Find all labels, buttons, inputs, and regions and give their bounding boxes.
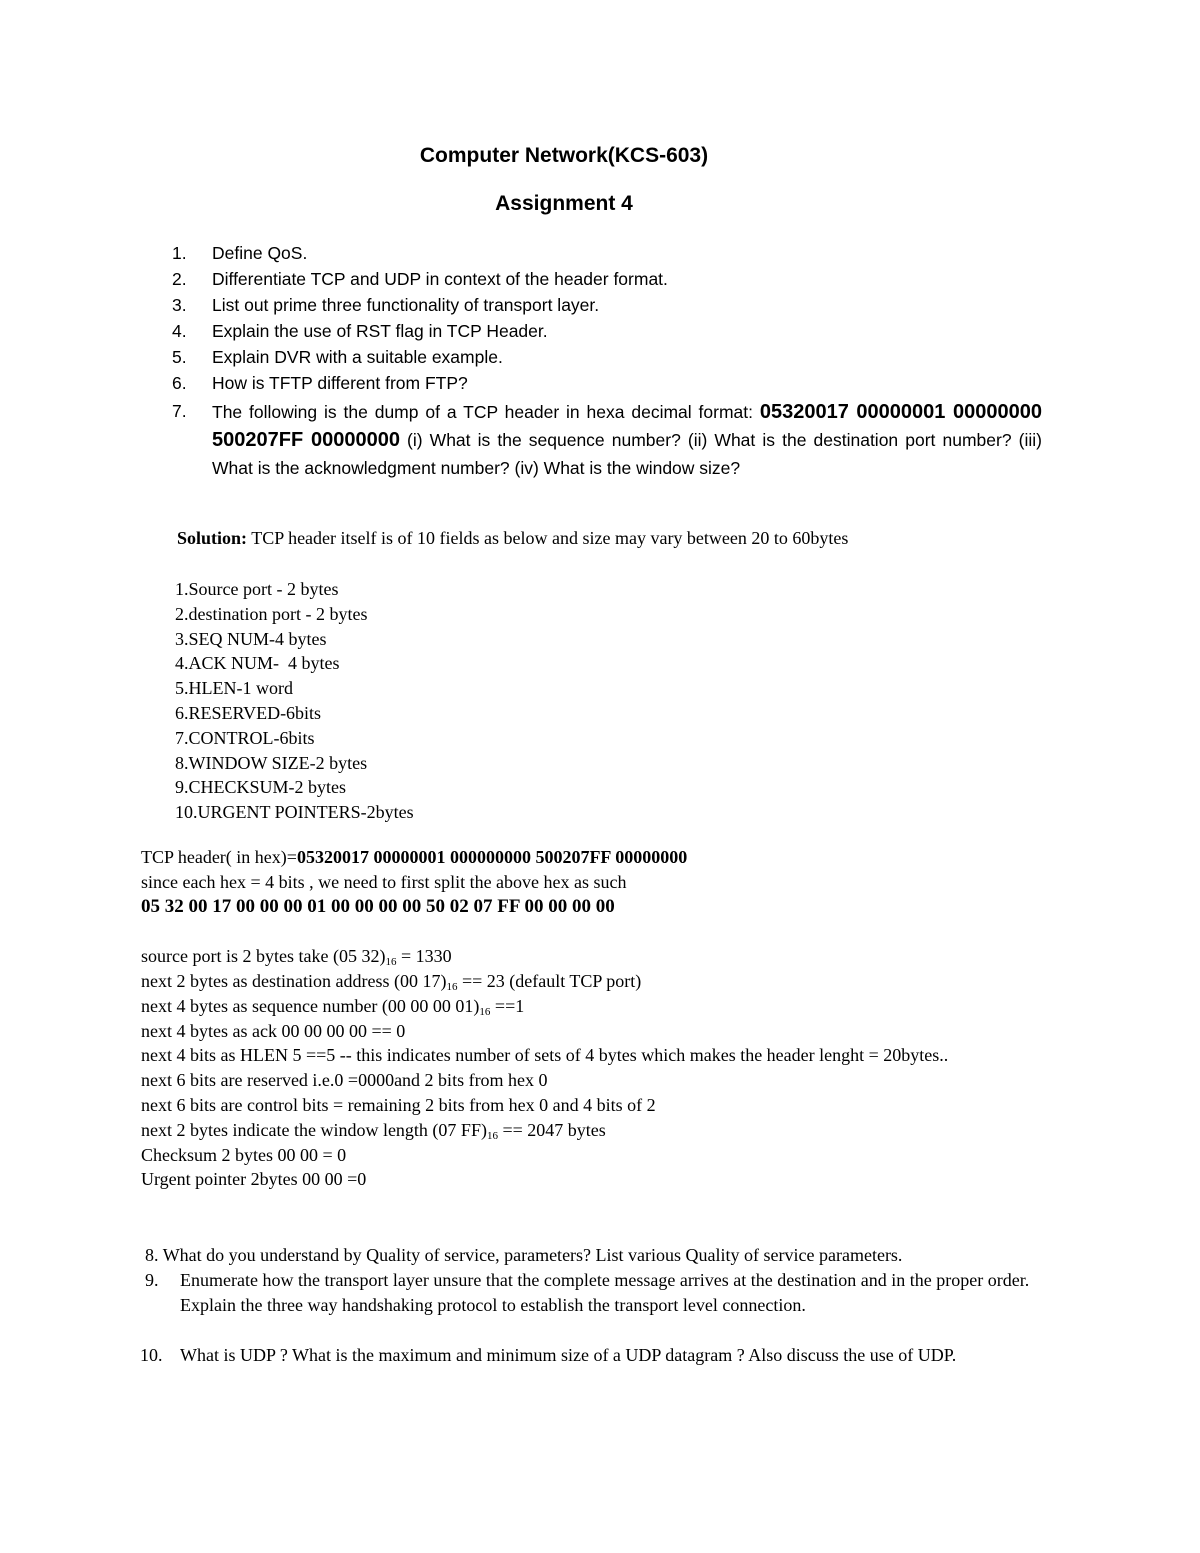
line-text: next 2 bytes indicate the window length (07 FF) xyxy=(141,1119,487,1140)
question-number: 7. xyxy=(172,401,187,421)
tcp-hex-dump: 05320017 00000001 00000000 500207FF 00000000 xyxy=(212,401,1042,451)
question-text: What is UDP ? What is the maximum and minimum size of a UDP datagram ? Also discuss the use of UDP. xyxy=(180,1345,957,1365)
source-port-line xyxy=(141,944,1061,969)
split-hex: 05 32 00 17 00 00 00 01 00 00 00 00 50 02 07 FF 00 00 00 00 xyxy=(141,895,615,917)
line-text: == 2047 bytes xyxy=(497,1119,606,1140)
question-text-before: The following is the dump of a TCP header in hexa decimal format: xyxy=(212,402,753,422)
question-text xyxy=(212,398,1042,482)
question-number: 1. xyxy=(172,243,187,263)
base-subscript: 16 xyxy=(479,1005,491,1018)
checksum-line: Checksum 2 bytes 00 00 = 0 xyxy=(141,1144,347,1165)
field-item: 4.ACK NUM- 4 bytes xyxy=(175,653,340,674)
question-number: 5. xyxy=(172,347,187,367)
sequence-number-line xyxy=(141,994,1061,1019)
solution-calculation xyxy=(141,845,1061,1192)
question-text: Define QoS. xyxy=(212,243,308,263)
question-number: 4. xyxy=(172,321,187,341)
ack-line: next 4 bytes as ack 00 00 00 00 == 0 xyxy=(141,1020,406,1041)
question-text: Explain the use of RST flag in TCP Header. xyxy=(212,321,548,341)
field-item: 7.CONTROL-6bits xyxy=(175,727,315,748)
solution-intro-text: TCP header itself is of 10 fields as below and size may vary between 20 to 60bytes xyxy=(251,528,849,548)
solution-label: Solution: xyxy=(177,528,248,548)
field-item: 3.SEQ NUM-4 bytes xyxy=(175,628,327,649)
question-number: 2. xyxy=(172,269,187,289)
destination-port-line xyxy=(141,969,1061,994)
question-text: List out prime three functionality of transport layer. xyxy=(212,295,600,315)
question-number: 8. xyxy=(145,1245,159,1265)
field-item: 9.CHECKSUM-2 bytes xyxy=(175,777,347,798)
tcp-field-list xyxy=(175,577,414,825)
reserved-line: next 6 bits are reserved i.e.0 =0000and 2 bits from hex 0 xyxy=(141,1070,548,1091)
header-hex-line xyxy=(141,845,1061,870)
base-subscript: 16 xyxy=(446,980,458,993)
field-item: 8.WINDOW SIZE-2 bytes xyxy=(175,752,368,773)
question-number: 6. xyxy=(172,373,187,393)
line-text: next 2 bytes as destination address (00 17) xyxy=(141,970,447,991)
question-text: How is TFTP different from FTP? xyxy=(212,373,468,393)
question-number: 3. xyxy=(172,295,187,315)
question-text: Explain DVR with a suitable example. xyxy=(212,347,503,367)
page-subtitle: Assignment 4 xyxy=(495,192,633,215)
question-number: 9. xyxy=(145,1270,159,1290)
header-hex-label: TCP header( in hex)= xyxy=(141,847,297,867)
question-text: Differentiate TCP and UDP in context of the header format. xyxy=(212,269,668,289)
question-text-after: (i) What is the sequence number? (ii) What is the destination port number? (iii) What is the acknowledgment number? (iv) What is the window size? xyxy=(212,430,1042,478)
header-hex-value: 05320017 00000001 000000000 500207FF 00000000 xyxy=(296,847,688,867)
question-text: Enumerate how the transport layer unsure that the complete message arrives at the destination and in the proper order. Explain the three way handshaking protocol to establish the transport level connection. xyxy=(180,1270,1030,1315)
split-note: since each hex = 4 bits , we need to first split the above hex as such xyxy=(141,871,627,892)
line-text: == 23 (default TCP port) xyxy=(457,970,642,991)
question-item-8 xyxy=(145,1243,1065,1268)
window-line xyxy=(141,1118,1061,1143)
field-item: 2.destination port - 2 bytes xyxy=(175,603,368,624)
solution-intro xyxy=(177,528,848,549)
field-item: 6.RESERVED-6bits xyxy=(175,702,322,723)
base-subscript: 16 xyxy=(486,1129,498,1142)
field-item: 10.URGENT POINTERS-2bytes xyxy=(175,802,414,823)
spacer xyxy=(141,919,1061,944)
field-item: 1.Source port - 2 bytes xyxy=(175,579,339,599)
question-number: 10. xyxy=(140,1345,163,1365)
line-text: ==1 xyxy=(490,995,525,1016)
question-text: What do you understand by Quality of service, parameters? List various Quality of service parameters. xyxy=(162,1245,903,1265)
line-text: source port is 2 bytes take (05 32) xyxy=(141,946,386,967)
base-subscript: 16 xyxy=(385,956,397,969)
line-text: = 1330 xyxy=(396,946,452,967)
urgent-pointer-line: Urgent pointer 2bytes 00 00 =0 xyxy=(141,1169,367,1190)
control-line: next 6 bits are control bits = remaining 2 bits from hex 0 and 4 bits of 2 xyxy=(141,1094,656,1115)
line-text: next 4 bytes as sequence number (00 00 00 01) xyxy=(141,995,480,1016)
hlen-line: next 4 bits as HLEN 5 ==5 -- this indicates number of sets of 4 bytes which makes the header lenght = 20bytes.. xyxy=(141,1045,949,1066)
field-item: 5.HLEN-1 word xyxy=(175,678,293,699)
page-title: Computer Network(KCS-603) xyxy=(419,144,709,167)
